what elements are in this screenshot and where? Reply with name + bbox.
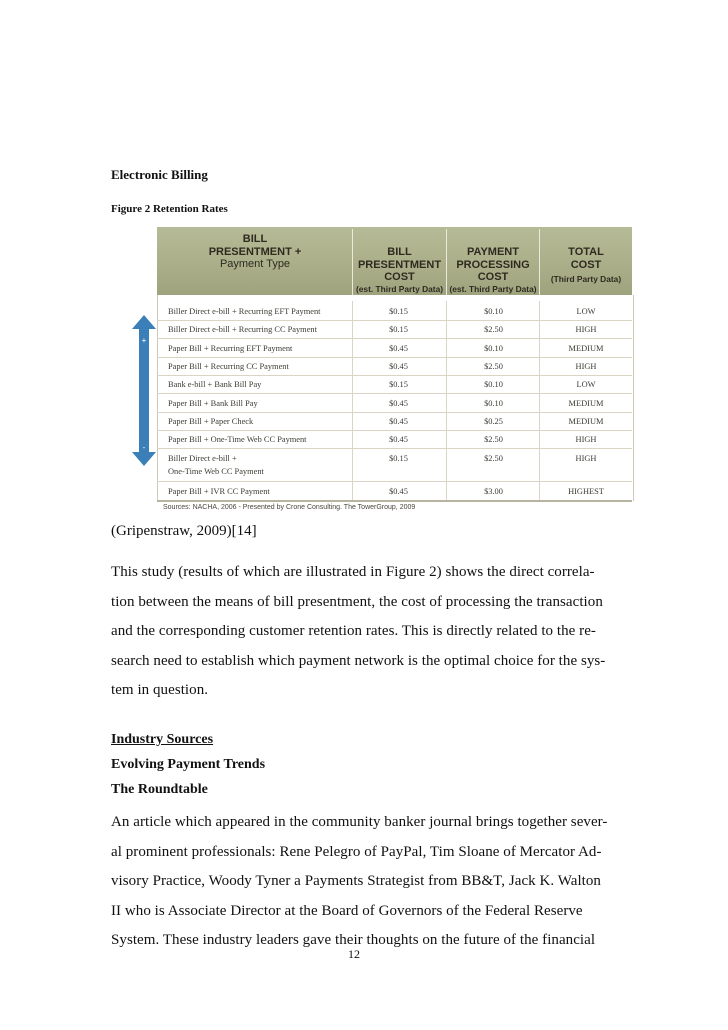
header-presentment-cost: BILL PRESENTMENT COST (est. Third Party Data) (355, 246, 444, 294)
paragraph-line: tion between the means of bill presentment, the cost of processing the transaction (111, 593, 603, 610)
paragraph-line: System. These industry leaders gave their thoughts on the future of the financial (111, 932, 596, 948)
table-bottom-rule (157, 500, 632, 502)
section-title: Electronic Billing (111, 167, 208, 182)
heading-roundtable: The Roundtable (111, 782, 208, 797)
row-line (157, 357, 632, 358)
heading-industry-sources: Industry Sources (111, 732, 214, 747)
row-line (157, 481, 632, 482)
row-line (157, 430, 632, 431)
row-line (157, 375, 632, 376)
row-line (157, 448, 632, 449)
paragraph-line: al prominent professionals: Rene Pelegro of PayPal, Tim Sloane of Mercator Ad- (111, 843, 602, 860)
row-line (157, 320, 632, 321)
paragraph-line: and the corresponding customer retention rates. This is directly related to the re- (111, 623, 596, 639)
header-processing-cost: PAYMENT PROCESSING COST (est. Third Party Data) (449, 246, 537, 294)
page-number: 12 (348, 947, 360, 961)
row-line (157, 393, 632, 394)
arrow-down-icon (132, 452, 156, 466)
paragraph-line: An article which appeared in the community banker journal brings together sever- (111, 814, 608, 830)
citation: (Gripenstraw, 2009)[14] (111, 523, 257, 539)
header-total-cost: TOTAL COST (Third Party Data) (550, 246, 622, 284)
figure-source-note: Sources: NACHA, 2006 - Presented by Crone Consulting. The TowerGroup, 2009 (163, 504, 416, 511)
paragraph-roundtable (111, 808, 611, 956)
retention-label: RETENTION (132, 371, 140, 422)
minus-icon: - (142, 443, 146, 452)
retention-arrow-shaft (139, 326, 149, 454)
paragraph-line: visory Practice, Woody Tyner a Payments Strategist from BB&T, Jack K. Walton (111, 873, 601, 889)
figure-caption: Figure 2 Retention Rates (111, 203, 228, 215)
row-line (157, 412, 632, 413)
paragraph-retention-study (111, 558, 611, 706)
heading-evolving-payment-trends: Evolving Payment Trends (111, 757, 266, 772)
paragraph-line: tem in question. (111, 682, 209, 698)
header-bill-presentment: BILL PRESENTMENT + Payment Type (208, 233, 302, 270)
header-divider (352, 229, 353, 295)
paragraph-line: II who is Associate Director at the Board of Governors of the Federal Reserve (111, 902, 583, 919)
plus-icon: + (141, 336, 147, 345)
paragraph-line: This study (results of which are illustrated in Figure 2) shows the direct correla- (111, 564, 595, 580)
paragraph-line: search need to establish which payment network is the optimal choice for the sys- (111, 652, 606, 669)
row-line (157, 338, 632, 339)
